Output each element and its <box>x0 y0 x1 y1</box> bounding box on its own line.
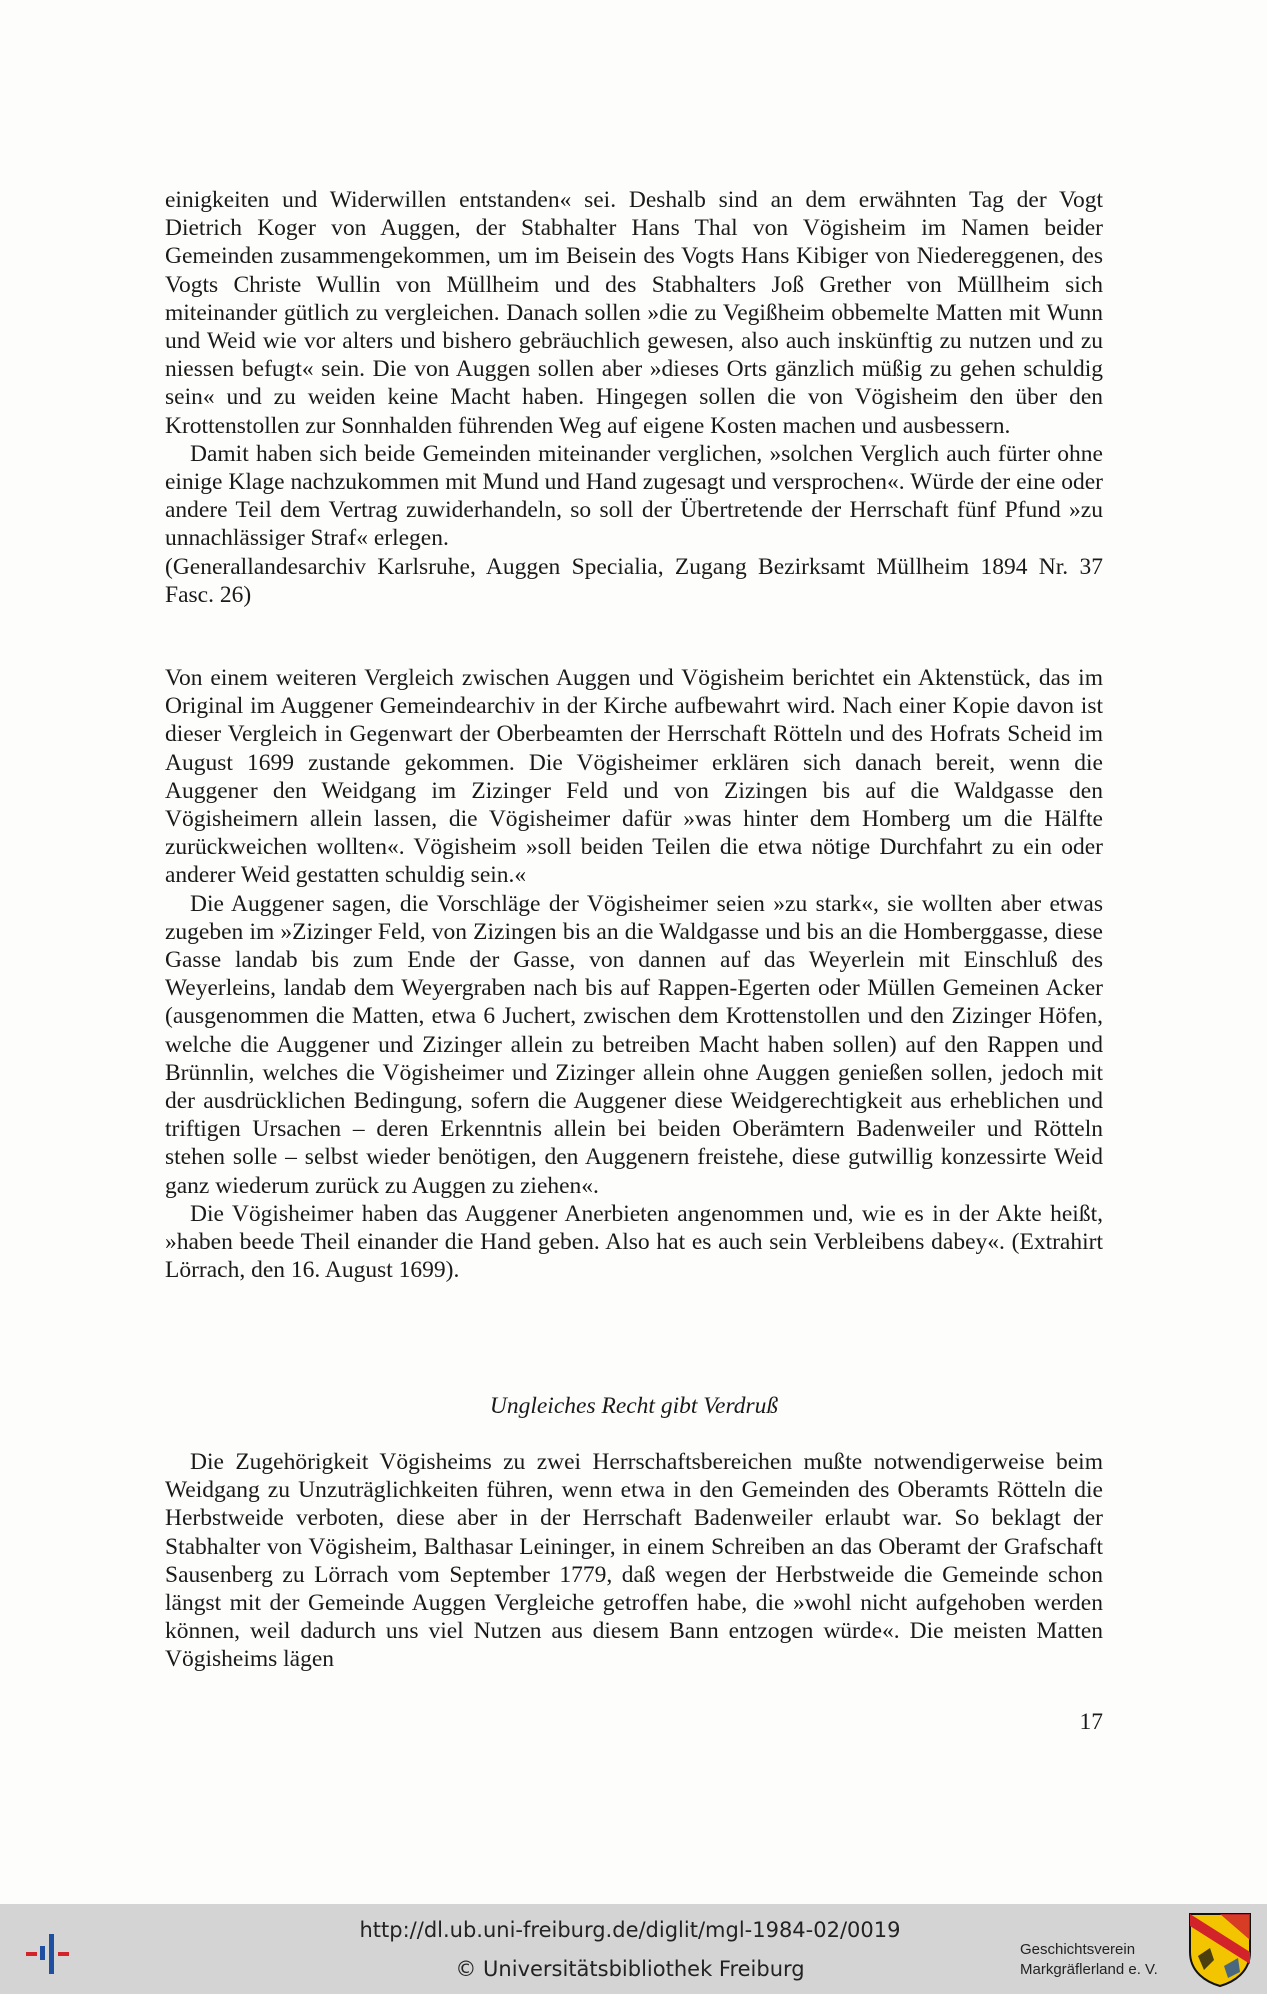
society-name-line1: Geschichtsverein <box>1020 1941 1136 1958</box>
paragraph: Von einem weiteren Vergleich zwischen Auggen und Vögisheim berichtet ein Aktenstück, das im Original im Auggener Gemeindearchiv in der Kirche aufbewahrt wird. Nach einer Kopie davon ist dieser Vergleich in Gegenwart der Oberbeamten der Herrschaft Rötteln und des Hofrats Scheid im August 1699 zustande gekommen. Die Vögisheimer erklären sich danach bereit, wenn die Auggener den Weidgang im Zizinger Feld und von Zizingen bis auf die Waldgasse den Vögisheimern allein lassen, die Vögisheimer dafür »was hinter dem Homberg um die Hälfte zurückweichen wollten«. Vögisheim »soll beiden Teilen die etwa nötige Durchfahrt zu ein oder anderer Weid gestatten schuldig sein.« <box>165 665 1103 889</box>
text-section-top <box>165 186 1103 609</box>
footer-bar <box>0 1904 1267 1994</box>
coat-of-arms-icon <box>1188 1912 1252 1988</box>
ub-freiburg-logo-icon[interactable] <box>18 1916 78 1986</box>
page-number: 17 <box>1079 1709 1103 1735</box>
source-citation: (Generallandesarchiv Karlsruhe, Auggen Specialia, Zugang Bezirksamt Müllheim 1894 Nr. 37 Fasc. 26) <box>165 553 1103 608</box>
paragraph: Die Vögisheimer haben das Auggener Anerbieten angenommen und, wie es in der Akte heißt, »haben beede Theil einander die Hand geben. Also hat es auch sein Verbleibens dabey«. (Extrahirt Lörrach, den 16. August 1699). <box>165 1200 1103 1284</box>
footer-url-link[interactable]: http://dl.ub.uni-freiburg.de/diglit/mgl-1984-02/0019 <box>359 1918 901 1942</box>
paragraph: einigkeiten und Widerwillen entstanden« sei. Deshalb sind an dem erwähnten Tag der Vogt Dietrich Koger von Auggen, der Stabhalter Hans Thal von Vögisheim im Namen beider Gemeinden zusammengekommen, um im Beisein des Vogts Hans Kibiger von Niedereggenen, des Vogts Christe Wullin von Müllheim und des Stabhalters Joß Grether von Müllheim sich miteinander gütlich zu vergleichen. Danach sollen »die zu Vegißheim obbemelte Matten mit Wunn und Weid wie vor alters und bishero gebräuchlich gewesen, also auch inskünftig zu nutzen und zu niessen befugt« sein. Die von Auggen sollen aber »dieses Orts gänzlich müßig zu gehen schuldig sein« und zu weiden keine Macht haben. Hingegen sollen die von Vögisheim den über den Krottenstollen zur Sonnhalden führenden Weg auf eigene Kosten machen und ausbessern. <box>165 187 1103 439</box>
text-section-bottom <box>165 1448 1103 1674</box>
text-section-middle <box>165 664 1103 1284</box>
society-name-line2: Markgräflerland e. V. <box>1020 1961 1158 1978</box>
paragraph: Damit haben sich beide Gemeinden miteinander verglichen, »solchen Verglich auch fürter ohne einige Klage nachzukommen mit Mund und Hand zugesagt und versprochen«. Würde der eine oder andere Teil dem Vertrag zuwiderhandeln, so soll der Übertretende der Herrschaft fünf Pfund »zu unnachlässiger Straf« erlegen. <box>165 440 1103 552</box>
paragraph: Die Zugehörigkeit Vögisheims zu zwei Herrschaftsbereichen mußte notwendigerweise beim Weidgang zu Unzuträglichkeiten führen, wenn etwa in den Gemeinden des Oberamts Rötteln die Herbstweide verboten, diese aber in der Herrschaft Badenweiler erlaubt war. So beklagt der Stabhalter von Vögisheim, Balthasar Leininger, in einem Schreiben an das Oberamt der Grafschaft Sausenberg zu Lörrach vom September 1779, daß wegen der Herbstweide die Gemeinde schon längst mit der Gemeinde Auggen Vergleiche getroffen habe, die »wohl nicht aufgehoben werden können, weil dadurch uns viel Nutzen aus diesem Bann entzogen würde«. Die meisten Matten Vögisheims lägen <box>165 1449 1103 1673</box>
society-name <box>1020 1940 1158 1980</box>
paragraph: Die Auggener sagen, die Vorschläge der Vögisheimer seien »zu stark«, sie wollten aber etwas zugeben im »Zizinger Feld, von Zizingen bis an die Waldgasse und bis an die Homberggasse, diese Gasse landab bis zum Ende der Gasse, von dannen auf das Weyerlein mit Einschluß des Weyerleins, landab dem Weyergraben nach bis auf Rappen-Egerten oder Müllen Gemeinen Acker (ausgenommen die Matten, etwa 6 Juchert, zwischen dem Krottenstollen und den Zizinger Höfen, welche die Auggener und Zizinger allein zu betreiben Macht haben sollen) auf den Rappen und Brünnlin, welches die Vögisheimer und Zizinger allein ohne Auggen genießen sollen, jedoch mit der ausdrücklichen Bedingung, sofern die Auggener diese Weidgerechtigkeit aus erheblichen und triftigen Ursachen – deren Erkenntnis allein bei beiden Oberämtern Badenweiler und Rötteln stehen solle – selbst wieder benötigen, den Auggenern freistehe, diese gutwillig konzessirte Weid ganz wiederum zurück zu Auggen zu ziehen«. <box>165 890 1103 1199</box>
section-heading: Ungleiches Recht gibt Verdruß <box>489 1393 779 1419</box>
footer-copyright: © Universitätsbibliothek Freiburg <box>455 1957 805 1981</box>
